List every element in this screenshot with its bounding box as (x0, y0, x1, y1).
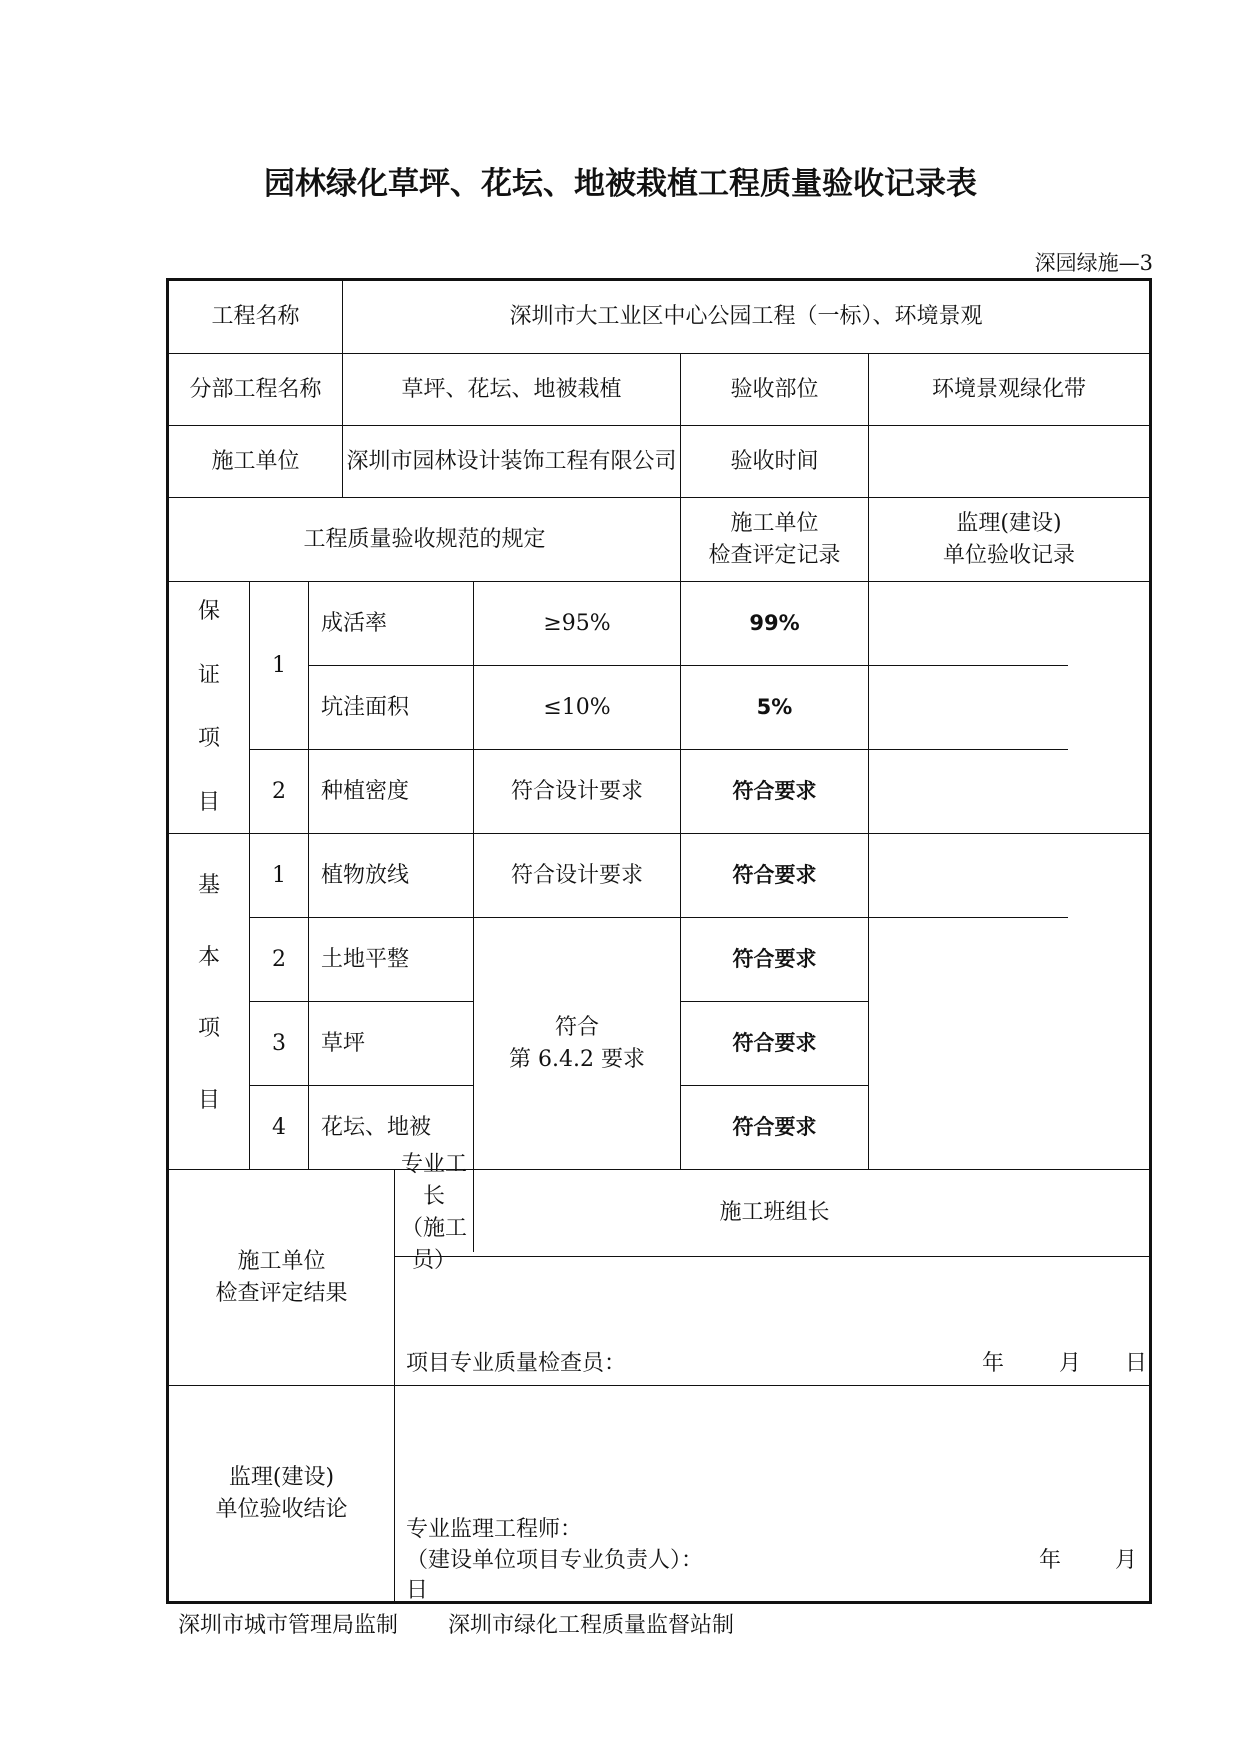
supervisor-day: 日 (406, 1578, 429, 1603)
acceptance-part-label: 验收部位 (730, 376, 819, 402)
acceptance-time-label: 验收时间 (730, 448, 819, 474)
guarantee-item-spec: ≤10% (543, 694, 611, 720)
guarantee-item-no: 1 (272, 652, 286, 678)
project-name-label: 工程名称 (211, 304, 300, 330)
supervising-engineer-signature: 专业监理工程师： (406, 1517, 583, 1542)
foreman-label-line2: （施工员） (400, 1216, 467, 1273)
basic-supervisor-record (869, 834, 1149, 1169)
basic-shared-spec-line1: 符合 (554, 1014, 599, 1040)
acceptance-time-value (869, 426, 1149, 497)
contractor-result-label-line1: 施工单位 (237, 1248, 326, 1274)
supervisor-month: 月 (1115, 1548, 1138, 1573)
basic-items-label (169, 834, 249, 1169)
supervisor-result-label (169, 1386, 394, 1601)
team-leader-label: 施工班组长 (719, 1200, 830, 1226)
contractor-label: 施工单位 (211, 448, 300, 474)
footer (178, 1608, 734, 1639)
guarantee-label-char: 证 (197, 662, 220, 688)
basic-item-result: 符合要求 (732, 863, 817, 888)
contractor-month: 月 (1059, 1351, 1082, 1376)
basic-item-name: 花坛、地被 (321, 1114, 432, 1140)
guarantee-item-name: 坑洼面积 (321, 694, 410, 720)
supervisor-record-header-line2: 单位验收记录 (942, 542, 1075, 568)
basic-label-char: 项 (197, 1016, 220, 1042)
supervisor-result-label-line2: 单位验收结论 (215, 1496, 348, 1522)
spec-column-header: 工程质量验收规范的规定 (303, 526, 546, 552)
sub-project-label: 分部工程名称 (189, 376, 322, 402)
guarantee-label-char: 保 (197, 599, 220, 624)
guarantee-item-result: 符合要求 (732, 779, 817, 804)
sub-project-value: 草坪、花坛、地被栽植 (401, 376, 622, 402)
guarantee-item-spec: ≥95% (543, 610, 611, 636)
basic-item-result: 符合要求 (732, 1115, 817, 1140)
contractor-year: 年 (982, 1351, 1005, 1376)
owner-representative-signature: （建设单位项目专业负责人）： (406, 1548, 704, 1573)
basic-item-name: 植物放线 (321, 862, 410, 888)
form-title: 园林绿化草坪、花坛、地被栽植工程质量验收记录表 (264, 166, 977, 202)
quality-inspector-signature: 项目专业质量检查员： (406, 1351, 627, 1376)
basic-label-char: 本 (197, 944, 220, 970)
supervisor-record-header-line1: 监理(建设) (956, 510, 1062, 536)
guarantee-items-label (169, 582, 249, 833)
basic-item-result: 符合要求 (732, 947, 817, 972)
guarantee-item-spec: 符合设计要求 (510, 778, 643, 804)
acceptance-part-value: 环境景观绿化带 (931, 376, 1086, 402)
contractor-result-label-line2: 检查评定结果 (215, 1280, 348, 1306)
basic-item-result: 符合要求 (732, 1031, 817, 1056)
basic-label-char: 基 (197, 873, 220, 898)
basic-item-no: 1 (272, 862, 286, 888)
guarantee-item-result: 99% (749, 611, 800, 636)
basic-shared-spec (474, 918, 680, 1169)
contractor-result-label (169, 1170, 394, 1385)
contractor-record-header-line2: 检查评定记录 (708, 542, 841, 568)
basic-item-no: 2 (272, 946, 286, 972)
footer-issuer-left: 深圳市城市管理局监制 (178, 1613, 399, 1638)
guarantee-item-result: 5% (756, 695, 793, 720)
project-name-value: 深圳市大工业区中心公园工程（一标）、环境景观 (509, 304, 983, 330)
team-leader-value (869, 1170, 1149, 1256)
guarantee-supervisor-record (869, 582, 1149, 833)
guarantee-item-name: 成活率 (321, 610, 388, 636)
rule (394, 1256, 1149, 1257)
foreman-label (395, 1152, 473, 1273)
guarantee-label-char: 目 (197, 790, 220, 816)
guarantee-item-name: 种植密度 (321, 778, 410, 804)
supervisor-year: 年 (1039, 1548, 1062, 1573)
contractor-record-header (681, 498, 868, 581)
basic-item-no: 3 (272, 1030, 286, 1056)
foreman-label-line1: 专业工长 (400, 1152, 467, 1210)
form-code: 深园绿施—3 (1034, 251, 1153, 275)
guarantee-label-char: 项 (197, 726, 220, 752)
contractor-day: 日 (1125, 1351, 1148, 1376)
acceptance-record-form (166, 278, 1152, 1604)
basic-item-name: 土地平整 (321, 946, 410, 972)
foreman-value (474, 1170, 680, 1256)
basic-item-spec: 符合设计要求 (510, 862, 643, 888)
basic-item-no: 4 (272, 1114, 286, 1140)
footer-issuer-right: 深圳市绿化工程质量监督站制 (448, 1613, 735, 1638)
supervisor-record-header (869, 498, 1149, 581)
contractor-value: 深圳市园林设计装饰工程有限公司 (346, 448, 677, 474)
basic-label-char: 目 (197, 1088, 220, 1114)
contractor-record-header-line1: 施工单位 (730, 510, 819, 536)
basic-item-name: 草坪 (321, 1030, 366, 1056)
basic-shared-spec-line2: 第 6.4.2 要求 (509, 1046, 645, 1072)
supervisor-result-label-line1: 监理(建设) (228, 1464, 335, 1490)
guarantee-item-no: 2 (272, 778, 286, 804)
